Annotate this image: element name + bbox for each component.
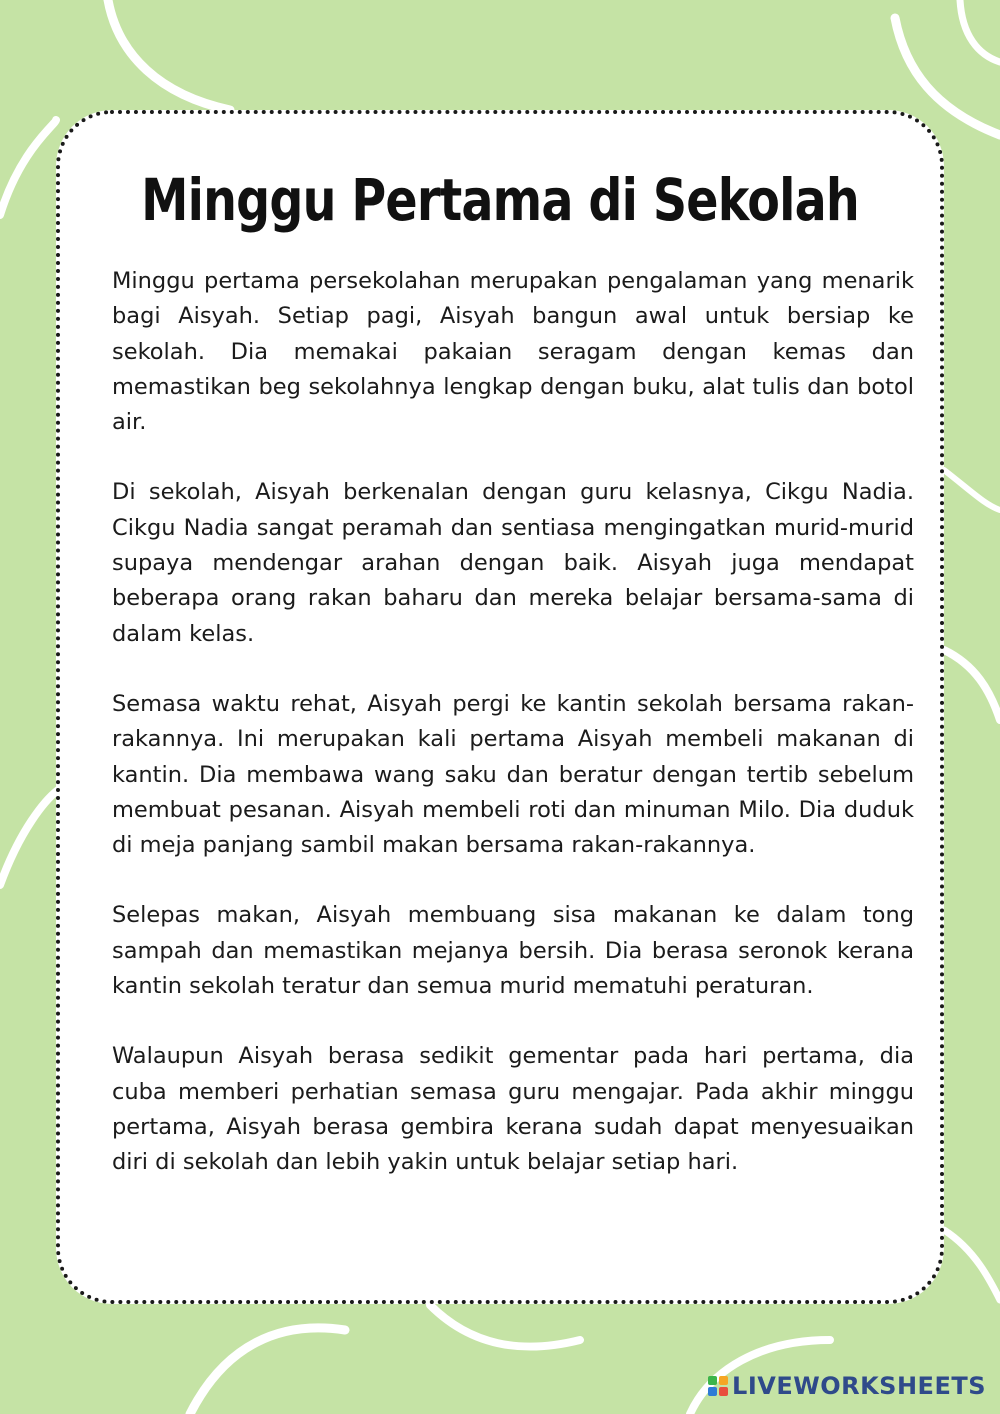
swirl-top-left (108, 0, 230, 110)
liveworksheets-logo-icon (708, 1376, 728, 1396)
swirl-bottom-center (430, 1305, 580, 1347)
swirl-bottom-right-2 (944, 1230, 1000, 1300)
story-paragraph-4: Selepas makan, Aisyah membuang sisa makanan ke dalam tong sampah dan memastikan mejanya bersih. Dia berasa seronok kerana kantin sekolah teratur dan semua murid mematuhi peraturan. (112, 902, 914, 1000)
liveworksheets-logo[interactable] (708, 1372, 986, 1400)
swirl-left-upper (0, 120, 56, 215)
swirl-left-lower (0, 790, 58, 885)
swirl-right-mid-2 (944, 470, 1000, 510)
story-body (112, 264, 914, 1216)
story-paragraph-3: Semasa waktu rehat, Aisyah pergi ke kantin sekolah bersama rakan-rakannya. Ini merupakan kali pertama Aisyah membeli makanan di kantin. Dia membawa wang saku dan beratur dengan tertib sebelum membuat pesanan. Aisyah membeli roti dan minuman Milo. Dia duduk di meja panjang sambil makan bersama rakan-rakannya. (112, 690, 914, 859)
logo-text: LIVEWORKSHEETS (732, 1372, 986, 1400)
story-paragraph-1: Minggu pertama persekolahan merupakan pengalaman yang menarik bagi Aisyah. Setiap pagi, Aisyah bangun awal untuk bersiap ke sekolah. Dia memakai pakaian seragam dengan kemas dan memastikan beg sekolahnya lengkap dengan buku, alat tulis dan botol air. (112, 268, 914, 436)
swirl-bottom-left (190, 1328, 345, 1414)
swirl-top-right-2 (960, 0, 1000, 62)
worksheet-title: Minggu Pertama di Sekolah (141, 166, 859, 234)
worksheet-card (56, 110, 944, 1304)
swirl-right-mid (944, 650, 1000, 720)
story-paragraph-2: Di sekolah, Aisyah berkenalan dengan guru kelasnya, Cikgu Nadia. Cikgu Nadia sangat peramah dan sentiasa mengingatkan murid-murid supaya mendengar arahan dengan baik. Aisyah juga mendapat beberapa orang rakan baharu dan mereka belajar bersama-sama di dalam kelas. (112, 479, 914, 647)
story-paragraph-5: Walaupun Aisyah berasa sedikit gementar pada hari pertama, dia cuba memberi perhatian semasa guru mengajar. Pada akhir minggu pertama, Aisyah berasa gembira kerana sudah dapat menyesuaikan diri di sekolah dan lebih yakin untuk belajar setiap hari. (112, 1043, 914, 1176)
